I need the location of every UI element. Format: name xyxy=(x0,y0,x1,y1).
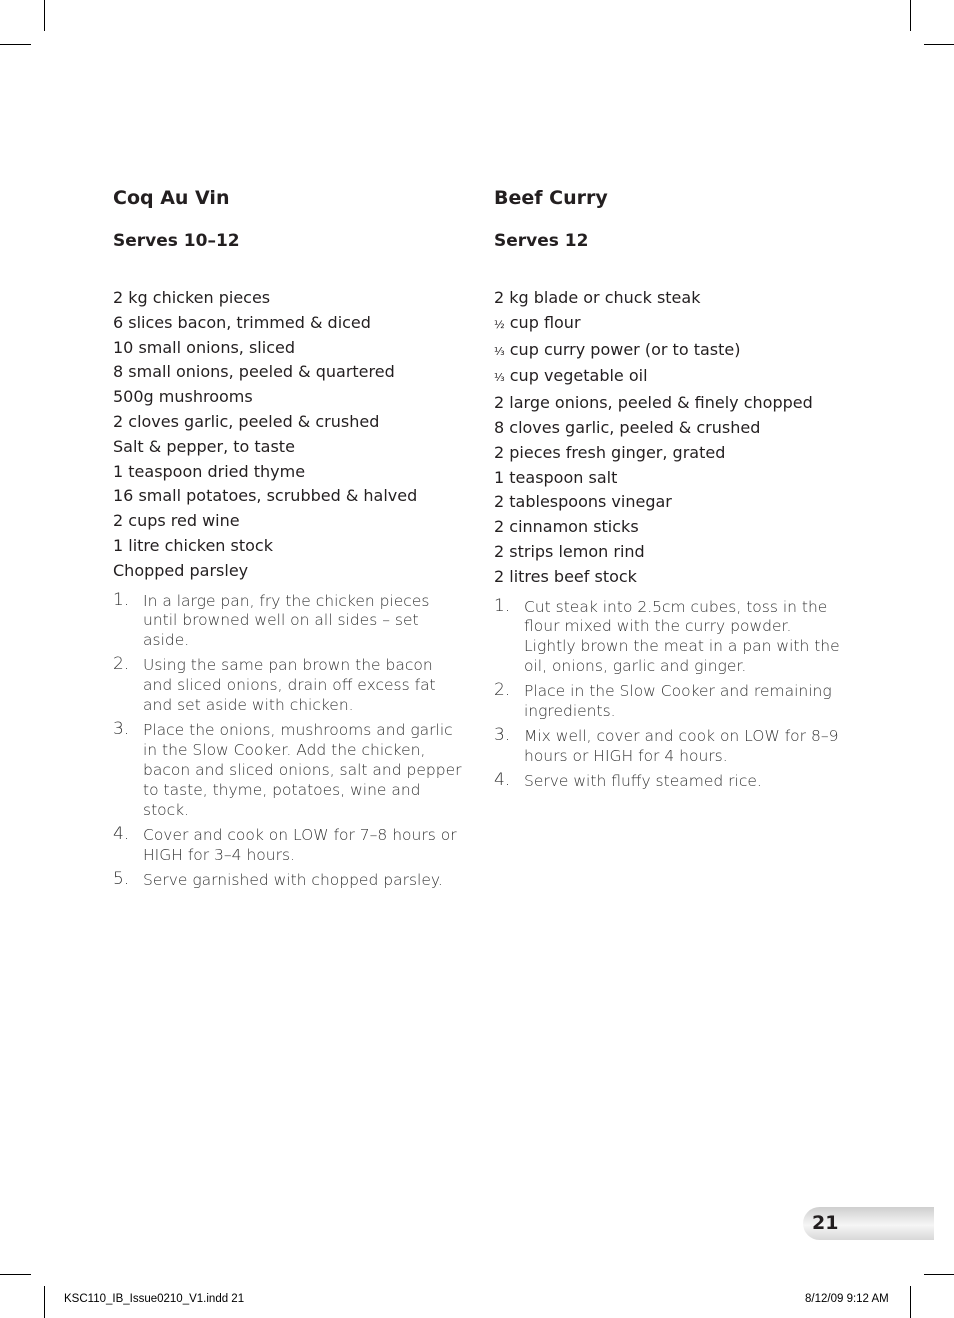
step-number: 1. xyxy=(494,595,511,616)
ingredient-item xyxy=(494,338,844,365)
ingredient-item: Salt & pepper, to taste xyxy=(113,436,295,456)
fraction: ½ xyxy=(494,317,505,331)
ingredient-item xyxy=(494,391,844,416)
crop-mark xyxy=(0,1274,31,1275)
ingredient-item: 2 kg chicken pieces xyxy=(113,288,271,307)
recipe-coq-au-vin xyxy=(113,184,463,896)
crop-mark xyxy=(0,44,31,45)
ingredient-item: 1 teaspoon dried thyme xyxy=(113,461,306,481)
ingredient-item: 8 small onions, peeled & quartered xyxy=(113,362,395,382)
ingredient-list xyxy=(113,286,463,584)
ingredient-text: 2 pieces fresh ginger, grated xyxy=(494,442,726,462)
method-step xyxy=(113,868,463,891)
ingredient-item: Chopped parsley xyxy=(113,560,249,580)
step-number: 2. xyxy=(113,654,130,675)
method-step xyxy=(494,682,844,722)
method-step xyxy=(494,772,844,792)
ingredient-text: 2 large onions, peeled & finely chopped xyxy=(494,393,813,413)
step-text: Using the same pan brown the bacon and sliced onions, drain off excess fat and set aside with chicken. xyxy=(143,656,436,715)
ingredient-item xyxy=(494,515,844,540)
ingredient-text: 2 kg blade or chuck steak xyxy=(494,288,701,307)
crop-mark xyxy=(910,1286,911,1318)
ingredient-list xyxy=(494,286,844,590)
ingredient-text: cup vegetable oil xyxy=(504,366,648,386)
recipe-title: Coq Au Vin xyxy=(113,187,230,209)
step-number: 4. xyxy=(494,770,511,791)
step-number: 3. xyxy=(494,725,511,746)
ingredient-item xyxy=(494,540,844,565)
step-text: Serve garnished with chopped parsley. xyxy=(143,870,443,889)
step-text: In a large pan, fry the chicken pieces until browned well on all sides – set aside. xyxy=(143,591,430,650)
ingredient-item: 500g mushrooms xyxy=(113,387,253,407)
ingredient-item xyxy=(494,441,844,466)
crop-mark xyxy=(44,1286,45,1318)
page-number: 21 xyxy=(812,1212,839,1234)
page-number-badge xyxy=(803,1207,934,1240)
ingredient-text: cup flour xyxy=(504,312,581,332)
ingredient-item xyxy=(494,286,844,311)
ingredient-item xyxy=(494,311,844,338)
ingredient-item: 2 cloves garlic, peeled & crushed xyxy=(113,411,380,431)
ingredient-item xyxy=(494,565,844,590)
recipe-beef-curry xyxy=(494,184,844,798)
step-text: Mix well, cover and cook on LOW for 8–9 hours or HIGH for 4 hours. xyxy=(524,727,839,766)
ingredient-text: 2 litres beef stock xyxy=(494,566,637,586)
method-step xyxy=(494,595,844,677)
crop-mark xyxy=(924,1274,954,1275)
crop-mark xyxy=(924,44,954,45)
method-step xyxy=(113,656,463,715)
step-text: Cover and cook on LOW for 7–8 hours or HIGH for 3–4 hours. xyxy=(143,825,457,864)
ingredient-item xyxy=(494,490,844,515)
step-text: Serve with fluffy steamed rice. xyxy=(524,772,762,791)
method-steps xyxy=(113,589,463,891)
fraction: ⅓ xyxy=(494,371,505,385)
ingredient-text: 2 strips lemon rind xyxy=(494,541,645,561)
recipe-serves: Serves 10–12 xyxy=(113,231,240,251)
ingredient-item xyxy=(494,416,844,441)
ingredient-item xyxy=(494,466,844,491)
fraction: ⅓ xyxy=(494,344,505,358)
method-steps xyxy=(494,595,844,793)
recipe-serves: Serves 12 xyxy=(494,231,589,251)
crop-mark xyxy=(910,0,911,31)
step-number: 5. xyxy=(113,868,130,889)
footer-filename: KSC110_IB_Issue0210_V1.indd 21 xyxy=(64,1293,245,1305)
ingredient-item xyxy=(494,364,844,391)
step-number: 3. xyxy=(113,719,130,740)
step-text: Place in the Slow Cooker and remaining ingredients. xyxy=(524,682,832,721)
recipe-title: Beef Curry xyxy=(494,187,608,209)
ingredient-item: 10 small onions, sliced xyxy=(113,337,295,357)
crop-mark xyxy=(44,0,45,31)
ingredient-text: cup curry power (or to taste) xyxy=(504,339,741,359)
method-step xyxy=(113,823,463,866)
method-step xyxy=(113,721,463,820)
step-number: 1. xyxy=(113,589,130,610)
footer-datetime: 8/12/09 9:12 AM xyxy=(805,1293,889,1305)
method-step xyxy=(494,727,844,767)
step-text: Place the onions, mushrooms and garlic in the Slow Cooker. Add the chicken, bacon and sliced onions, salt and pepper to taste, thyme, potatoes, wine and stock. xyxy=(143,721,462,819)
ingredient-item: 1 litre chicken stock xyxy=(113,535,273,555)
step-number: 4. xyxy=(113,823,130,844)
ingredient-item: 6 slices bacon, trimmed & diced xyxy=(113,312,371,332)
ingredient-text: 8 cloves garlic, peeled & crushed xyxy=(494,417,761,437)
ingredient-item: 16 small potatoes, scrubbed & halved xyxy=(113,486,418,506)
method-step xyxy=(113,589,463,651)
step-number: 2. xyxy=(494,680,511,701)
ingredient-text: 2 cinnamon sticks xyxy=(494,517,639,537)
ingredient-text: 1 teaspoon salt xyxy=(494,467,618,487)
step-text: Cut steak into 2.5cm cubes, toss in the flour mixed with the curry powder. Lightly brown the meat in a pan with the oil, onions, garlic and ginger. xyxy=(524,597,840,675)
ingredient-text: 2 tablespoons vinegar xyxy=(494,492,672,512)
ingredient-item: 2 cups red wine xyxy=(113,511,240,531)
